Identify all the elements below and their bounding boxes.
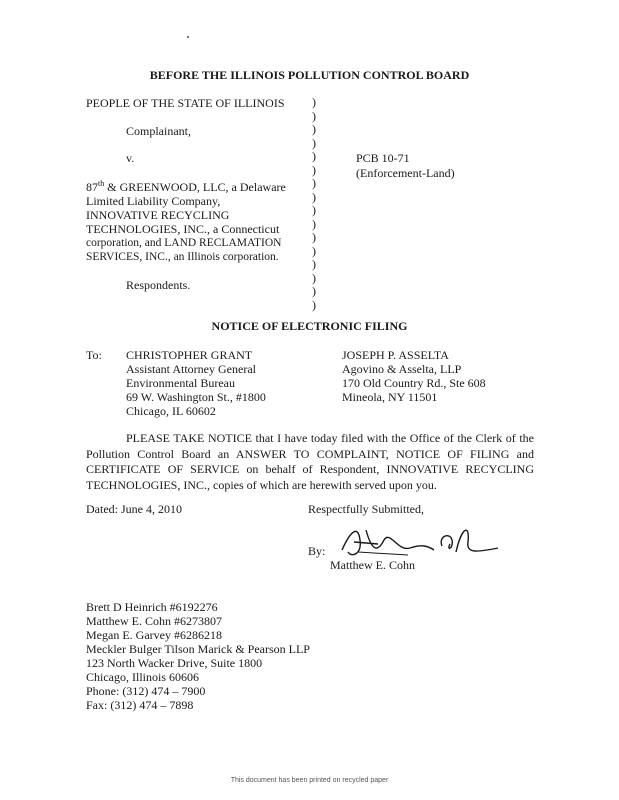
recipient1-line-1: Assistant Attorney General [126, 362, 256, 376]
recipient1-line-3: 69 W. Washington St., #1800 [126, 390, 266, 404]
respondent-line-1: Limited Liability Company, [86, 194, 221, 208]
recipient2-line-0: JOSEPH P. ASSELTA [342, 348, 449, 362]
handwritten-signature [338, 522, 508, 562]
case-type: (Enforcement-Land) [356, 166, 455, 180]
respondent-line-2: INNOVATIVE RECYCLING [86, 208, 230, 222]
scan-speck [187, 36, 189, 38]
counsel-line-3: Meckler Bulger Tilson Marick & Pearson LLP [86, 642, 310, 656]
notice-heading: NOTICE OF ELECTRONIC FILING [211, 319, 408, 333]
recycled-paper-note: This document has been printed on recycled paper [230, 777, 389, 784]
recipient2-line-1: Agovino & Asselta, LLP [342, 362, 462, 376]
respondent-line-3: TECHNOLOGIES, INC., a Connecticut [86, 222, 280, 236]
board-title: BEFORE THE ILLINOIS POLLUTION CONTROL BOARD [149, 68, 470, 82]
recipient1-line-2: Environmental Bureau [126, 376, 235, 390]
recipient1-line-0: CHRISTOPHER GRANT [126, 348, 253, 362]
respondents-label: Respondents. [126, 278, 191, 292]
recipient2-line-3: Mineola, NY 11501 [342, 390, 438, 404]
respondent-ordinal: th [98, 179, 105, 188]
counsel-line-2: Megan E. Garvey #6286218 [86, 628, 222, 642]
recipient2-line-2: 170 Old Country Rd., Ste 608 [342, 376, 486, 390]
closing-line: Respectfully Submitted, [308, 502, 424, 516]
by-label: By: [308, 544, 326, 558]
case-number: PCB 10-71 [356, 151, 410, 165]
versus-label: v. [126, 151, 135, 165]
notice-body: PLEASE TAKE NOTICE that I have today filed with the Office of the Clerk of the Pollution Control Board an ANSWER TO COMPLAINT, NOTICE OF FILING and CERTIFICATE OF SERVICE on behalf of Respondent, INNOVATIVE RECYCLING TECHNOLOGIES, INC., copies of which are herewith served upon you. [86, 431, 534, 492]
recipient1-line-4: Chicago, IL 60602 [126, 404, 216, 418]
caption-parentheses: ) ) ) ) ) ) ) ) ) ) ) ) ) ) ) ) [312, 95, 316, 312]
signer-name: Matthew E. Cohn [330, 558, 415, 572]
counsel-line-7: Fax: (312) 474 – 7898 [86, 698, 194, 712]
counsel-line-1: Matthew E. Cohn #6273807 [86, 614, 222, 628]
counsel-line-0: Brett D Heinrich #6192276 [86, 600, 218, 614]
respondent-line-5: SERVICES, INC., an Illinois corporation. [86, 251, 279, 263]
respondent-line-0: & GREENWOOD, LLC, a Delaware [107, 180, 286, 194]
dated-line: Dated: June 4, 2010 [86, 502, 182, 516]
respondent-first-line [86, 180, 286, 194]
complainant-label: Complainant, [126, 124, 191, 138]
respondent-line-4: corporation, and LAND RECLAMATION [86, 237, 282, 249]
counsel-line-5: Chicago, Illinois 60606 [86, 670, 199, 684]
to-label: To: [86, 348, 102, 362]
counsel-line-4: 123 North Wacker Drive, Suite 1800 [86, 656, 263, 670]
counsel-line-6: Phone: (312) 474 – 7900 [86, 684, 206, 698]
respondent-number: 87 [86, 180, 98, 194]
plaintiff-name: PEOPLE OF THE STATE OF ILLINOIS [86, 96, 285, 110]
